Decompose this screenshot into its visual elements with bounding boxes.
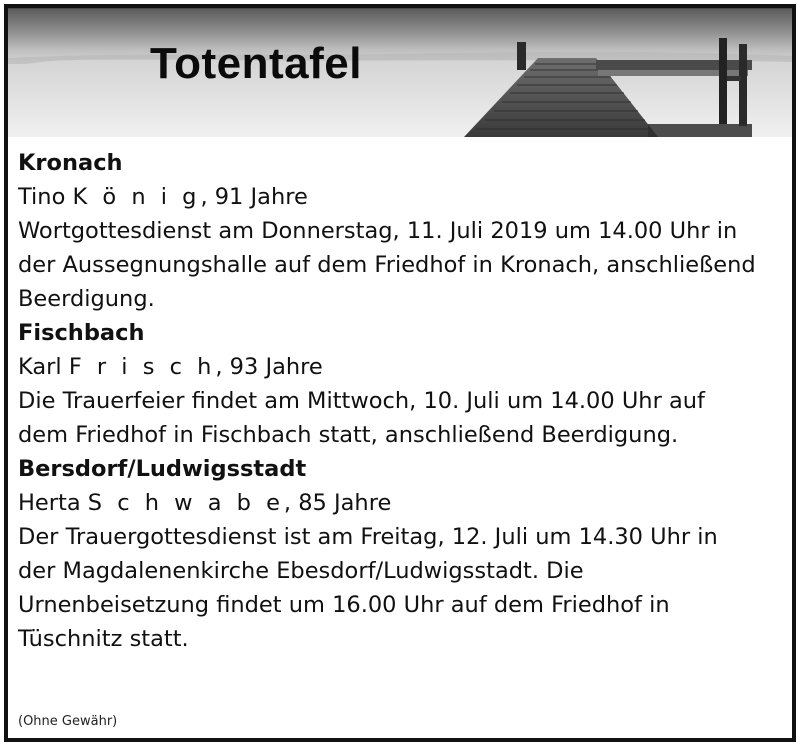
first-name: Karl xyxy=(18,354,62,380)
entry-text-line: Wortgottesdienst am Donnerstag, 11. Juli 2019 um 14.00 Uhr in xyxy=(18,218,738,244)
obituary-entry xyxy=(18,452,788,656)
entry-text-line: Urnenbeisetzung findet um 16.00 Uhr auf dem Friedhof in xyxy=(18,592,670,618)
last-name: K ö n i g xyxy=(72,184,201,210)
entry-text-line: der Aussegnungshalle auf dem Friedhof in Kronach, anschließend xyxy=(18,252,756,278)
age: , 85 Jahre xyxy=(283,490,392,516)
last-name: S c h w a b e xyxy=(87,490,284,516)
obituary-notice xyxy=(4,4,796,742)
page-title: Totentafel xyxy=(150,39,362,88)
jetty-lake-photo xyxy=(8,8,792,137)
entry-person xyxy=(18,486,788,520)
entry-location: Fischbach xyxy=(18,320,145,346)
first-name: Herta xyxy=(18,490,81,516)
disclaimer-note: (Ohne Gewähr) xyxy=(18,714,118,729)
obituary-entry xyxy=(18,146,788,316)
entry-text-line: Die Trauerfeier findet am Mittwoch, 10. Juli um 14.00 Uhr auf xyxy=(18,388,705,414)
entry-text-line: Beerdigung. xyxy=(18,286,155,312)
first-name: Tino xyxy=(18,184,66,210)
entry-person xyxy=(18,350,788,384)
entry-location: Kronach xyxy=(18,150,123,176)
entry-person xyxy=(18,180,788,214)
entry-text-line: dem Friedhof in Fischbach statt, anschließend Beerdigung. xyxy=(18,422,679,448)
last-name: F r i s c h xyxy=(68,354,216,380)
obituary-list xyxy=(18,146,788,656)
obituary-entry xyxy=(18,316,788,452)
entry-text-line: Der Trauergottesdienst ist am Freitag, 12. Juli um 14.30 Uhr in xyxy=(18,524,718,550)
age: , 93 Jahre xyxy=(215,354,323,380)
entry-text-line: der Magdalenenkirche Ebesdorf/Ludwigsstadt. Die xyxy=(18,558,584,584)
entry-text-line: Tüschnitz statt. xyxy=(18,626,189,652)
header-banner xyxy=(8,8,792,137)
entry-location: Bersdorf/Ludwigsstadt xyxy=(18,456,307,482)
age: , 91 Jahre xyxy=(200,184,308,210)
